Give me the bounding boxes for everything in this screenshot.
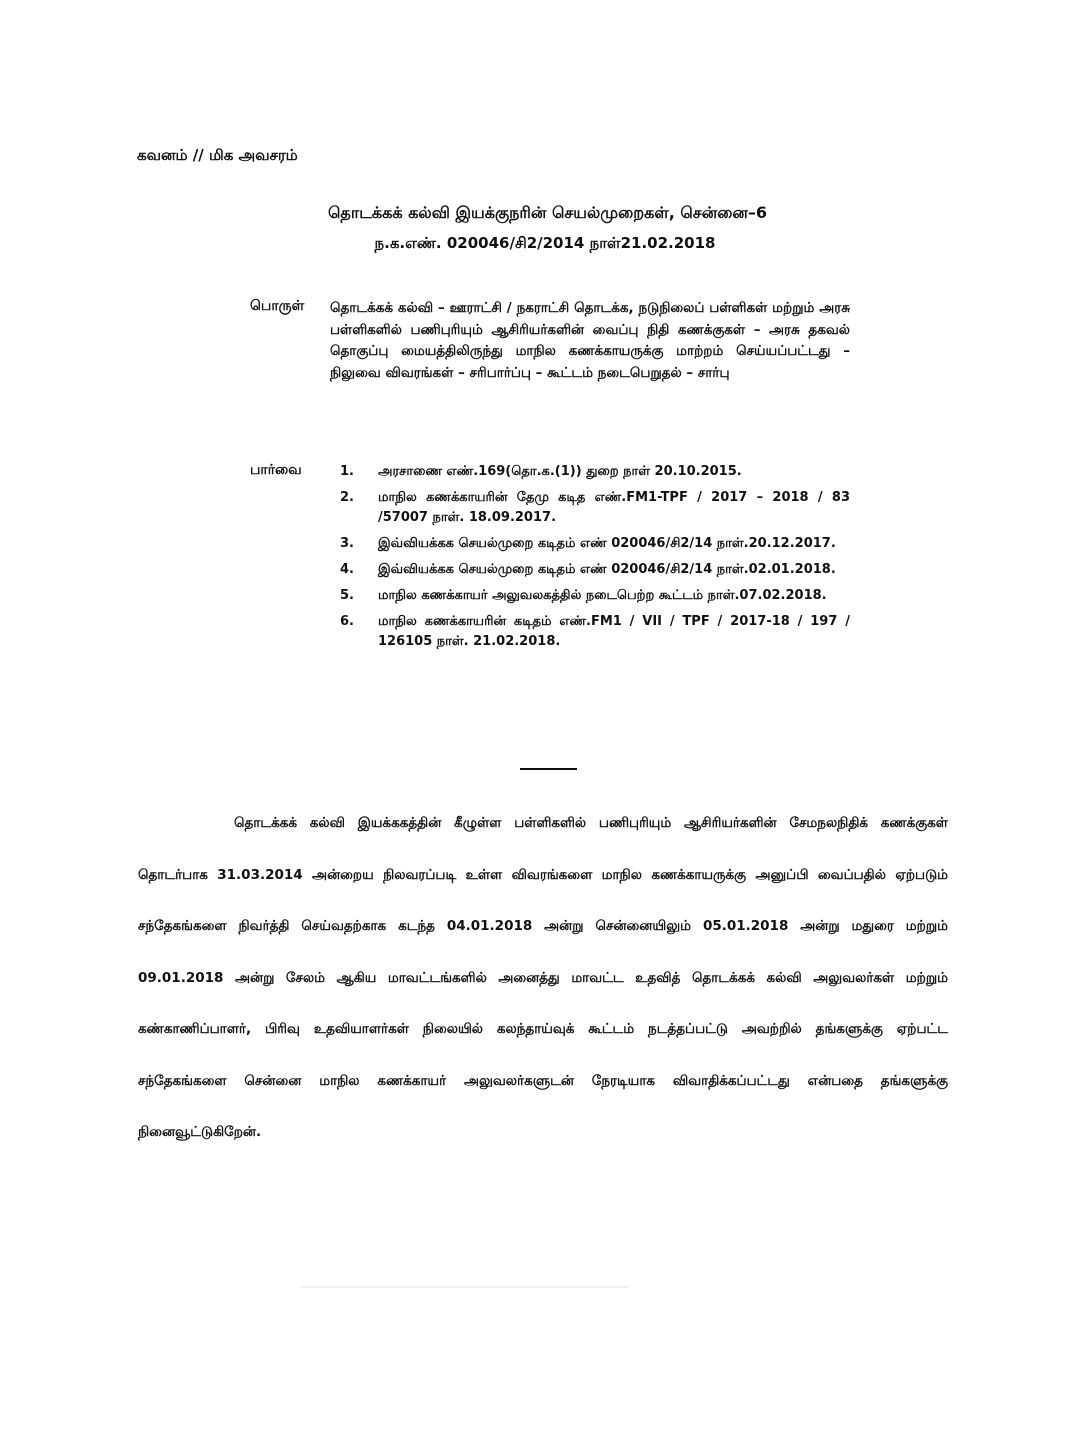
subject-text: தொடக்கக் கல்வி – ஊராட்சி / நகராட்சி தொடக்க, நடுநிலைப் பள்ளிகள் மற்றும் அரசு பள்ளிகளில் பணிபுரியும் ஆசிரியர்களின் வைப்பு நிதி கணக்குகள் – அரசு தகவல் தொகுப்பு மையத்திலிருந்து மாநில கணக்காயருக்கு மாற்றம் செய்யப்பட்டது – நிலுவை விவரங்கள் – சரிபார்ப்பு – கூட்டம் நடைபெறுதல் – சார்பு (330, 300, 850, 381)
references-label: பார்வை (250, 462, 302, 478)
body-paragraph: தொடக்கக் கல்வி இயக்ககத்தின் கீழுள்ள பள்ளிகளில் பணிபுரியும் ஆசிரியர்களின் சேமநலநிதிக் கணக்குகள் தொடர்பாக 31.03.2014 அன்றைய நிலவரப்படி உள்ள விவரங்களை மாநில கணக்காயருக்கு அனுப்பி வைப்பதில் ஏற்படும் சந்தேகங்களை நிவர்த்தி செய்வதற்காக கடந்த 04.01.2018 அன்று சென்னையிலும் 05.01.2018 அன்று மதுரை மற்றும் 09.01.2018 அன்று சேலம் ஆகிய மாவட்டங்களில் அனைத்து மாவட்ட உதவித் தொடக்கக் கல்வி அலுவலர்கள் மற்றும் கண்காணிப்பாளர், பிரிவு உதவியாளர்கள் நிலையில் கலந்தாய்வுக் கூட்டம் நடத்தப்பட்டு அவற்றில் தங்களுக்கு ஏற்பட்ட சந்தேகங்களை சென்னை மாநில கணக்காயர் அலுவலர்களுடன் நேரடியாக விவாதிக்கப்பட்டது என்பதை தங்களுக்கு நினைவூட்டுகிறேன். (138, 815, 948, 1140)
subject-label: பொருள் (250, 298, 305, 314)
reference-text: அரசாணை எண்.169(தொ.க.(1)) துறை நாள் 20.10.2015. (378, 464, 742, 479)
reference-item (340, 586, 850, 606)
reference-number: 4. (340, 562, 354, 577)
reference-item (340, 612, 850, 652)
references-block (250, 462, 850, 658)
reference-item (340, 534, 850, 554)
reference-text: மாநில கணக்காயரின் தேமு கடித எண்.FM1-TPF / 2017 – 2018 / 83 /57007 நாள். 18.09.2017. (378, 490, 850, 525)
reference-text: மாநில கணக்காயர் அலுவலகத்தில் நடைபெற்ற கூட்டம் நாள்.07.02.2018. (378, 588, 827, 603)
reference-number-line: ந.க.எண். 020046/சி2/2014 நாள்21.02.2018 (374, 234, 716, 252)
reference-number: 6. (340, 614, 354, 629)
reference-text: இவ்வியக்கக செயல்முறை கடிதம் எண் 020046/சி2/14 நாள்.20.12.2017. (378, 536, 836, 551)
reference-item (340, 462, 850, 482)
reference-number: 5. (340, 588, 354, 603)
office-header: தொடக்கக் கல்வி இயக்குநரின் செயல்முறைகள், சென்னை–6 (327, 203, 768, 222)
reference-number: 2. (340, 490, 354, 505)
references-list (340, 462, 850, 658)
reference-text: மாநில கணக்காயரின் கடிதம் எண்.FM1 / VII / TPF / 2017-18 / 197 / 126105 நாள். 21.02.2018. (378, 614, 850, 649)
reference-item (340, 488, 850, 528)
reference-item (340, 560, 850, 580)
subject-block (250, 298, 850, 384)
section-divider (520, 768, 577, 770)
reference-number: 1. (340, 464, 354, 479)
urgency-marking: கவனம் // மிக அவசரம் (137, 146, 298, 164)
scan-artifact-line (300, 1286, 630, 1288)
reference-number: 3. (340, 536, 354, 551)
reference-text: இவ்வியக்கக செயல்முறை கடிதம் எண் 020046/சி2/14 நாள்.02.01.2018. (378, 562, 836, 577)
